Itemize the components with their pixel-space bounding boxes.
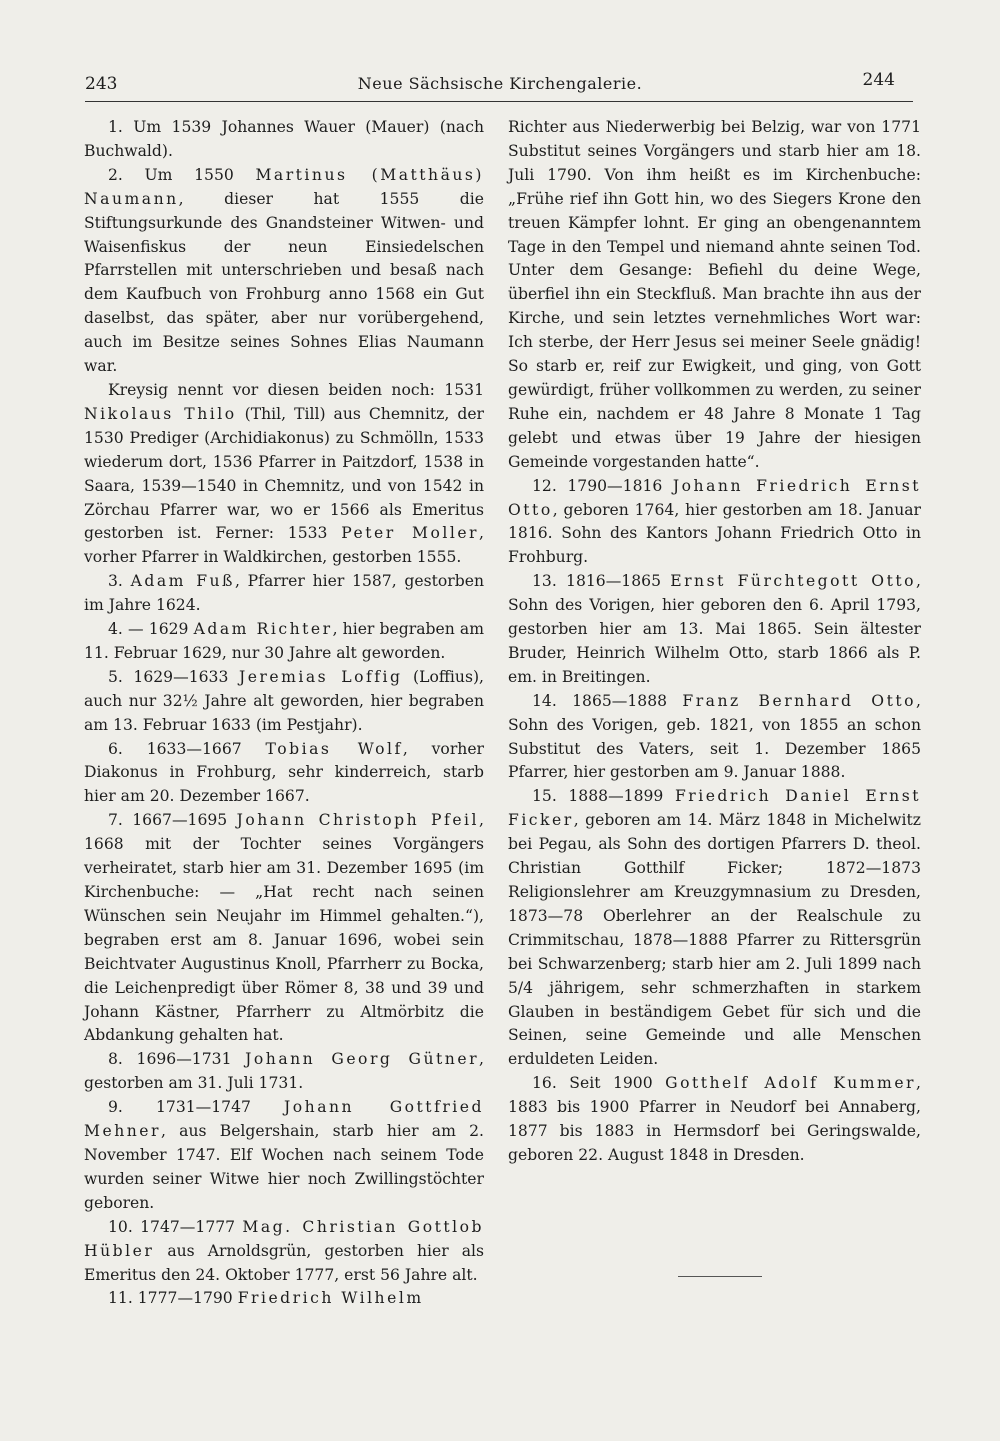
- pastor-name: Ernst Fürchtegott Otto: [670, 572, 917, 591]
- pastor-name: Jeremias Loffig: [238, 667, 403, 686]
- entry-13: 13. 1816—1865 Ernst Fürchtegott Otto, Sohn des Vorigen, hier geboren den 6. April 1793, gestorben hier am 13. Mai 1865. Sein ältester Bruder, Heinrich Wilhelm Otto, starb 1866 als P. em. in Breitingen.: [508, 572, 921, 686]
- pastor-name: Adam Fuß: [130, 572, 235, 591]
- pastor-name: Mag. Christian Gottlob Hübler: [84, 1217, 484, 1260]
- page-number-left: 243: [85, 74, 118, 94]
- pastor-name: Martinus (Matthäus) Naumann: [84, 165, 484, 208]
- pastor-name: Friedrich Daniel Ernst Ficker: [508, 787, 921, 830]
- pastor-name: Peter Moller: [341, 524, 480, 543]
- note-kreysig: Kreysig nennt vor diesen beiden noch: 1531 Nikolaus Thilo (Thil, Till) aus Chemnitz, der 1530 Prediger (Archidiakonus) zu Schmölln, 1533 wiederum dort, 1536 Pfarrer in Paitzdorf, 1538 in Saara, 1539—1540 in Chemnitz, und von 1542 in Zörchau Pfarrer war, wo er 1566 als Emeritus gestorben ist. Ferner: 1533 Peter Moller, vorher Pfarrer in Waldkirchen, gestorben 1555.: [84, 380, 484, 567]
- entry-7: 7. 1667—1695 Johann Christoph Pfeil, 1668 mit der Tochter seines Vorgängers verheiratet, starb hier am 31. Dezember 1695 (im Kirchenbuche: — „Hat recht nach seinen Wünschen sein Neujahr im Himmel gehalten.“), begraben erst am 8. Januar 1696, wobei sein Beichtvater Augustinus Knoll, Pfarrherr zu Bocka, die Leichenpredigt über Römer 8, 38 und 39 und Johann Kästner, Pfarrherr zu Altmörbitz die Abdankung gehalten hat.: [84, 811, 484, 1045]
- pastor-name: Friedrich Wilhelm: [237, 1289, 424, 1308]
- pastor-name: Adam Richter: [193, 620, 333, 639]
- entry-3: 3. Adam Fuß, Pfarrer hier 1587, gestorben im Jahre 1624.: [84, 572, 484, 615]
- pastor-name: Johann Friedrich Ernst Otto: [508, 476, 921, 519]
- header-rule: [85, 101, 913, 102]
- pastor-name: Johann Christoph Pfeil: [236, 811, 480, 830]
- entry-4: 4. — 1629 Adam Richter, hier begraben am 11. Februar 1629, nur 30 Jahre alt geworden.: [84, 620, 484, 662]
- page-number-right: 244: [862, 70, 895, 90]
- right-column: [508, 116, 921, 1168]
- entry-16: 16. Seit 1900 Gotthelf Adolf Kummer, 1883 bis 1900 Pfarrer in Neudorf bei Annaberg, 1877 bis 1883 in Hermsdorf bei Geringswalde, geboren 22. August 1848 in Dresden.: [508, 1074, 921, 1164]
- closing-rule: [678, 1276, 762, 1277]
- pastor-name: Gotthelf Adolf Kummer: [665, 1074, 917, 1093]
- entry-11-continued: Richter aus Niederwerbig bei Belzig, war von 1771 Substitut seines Vorgängers und starb hier am 18. Juli 1790. Von ihm heißt es im Kirchenbuche: „Frühe rief ihn Gott hin, wo des Siegers Krone den treuen Kämpfer lohnt. Er ging an obengenanntem Tage in den Tempel und niemand ahnte seinen Tod. Unter dem Gesange: Befiehl du deine Wege, überfiel ihn ein Steckfluß. Man brachte ihn aus der Kirche, und sein letztes vernehmliches Wort war: Ich sterbe, der Herr Jesus sei meiner Seele gnädig! So starb er, reif zur Ewigkeit, und ging, von Gott gewürdigt, früher vollkommen zu werden, zu seiner Ruhe ein, nachdem er 48 Jahre 8 Monate 1 Tag gelebt und etwas über 19 Jahre der hiesigen Gemeinde vorgestanden hatte“.: [508, 118, 921, 471]
- pastor-name: Johann Georg Gütner: [245, 1050, 480, 1069]
- pastor-name: Nikolaus Thilo: [84, 404, 237, 423]
- running-header: [85, 68, 915, 100]
- entry-6: 6. 1633—1667 Tobias Wolf, vorher Diakonus in Frohburg, sehr kinderreich, starb hier am 20. Dezember 1667.: [84, 739, 484, 806]
- entry-8: 8. 1696—1731 Johann Georg Gütner, gestorben am 31. Juli 1731.: [84, 1050, 484, 1093]
- entry-14: 14. 1865—1888 Franz Bernhard Otto, Sohn des Vorigen, geb. 1821, von 1855 an schon Substitut des Vaters, seit 1. Dezember 1865 Pfarrer, hier gestorben am 9. Januar 1888.: [508, 691, 921, 782]
- entry-5: 5. 1629—1633 Jeremias Loffig (Loffius), auch nur 32½ Jahre alt geworden, hier begraben am 13. Februar 1633 (im Pestjahr).: [84, 667, 485, 734]
- entry-10: 10. 1747—1777 Mag. Christian Gottlob Hübler aus Arnoldsgrün, gestorben hier als Emeritus den 24. Oktober 1777, erst 56 Jahre alt.: [84, 1217, 484, 1284]
- running-title: Neue Sächsische Kirchengalerie.: [357, 74, 643, 93]
- entry-11-start: 11. 1777—1790 Friedrich Wilhelm: [108, 1289, 424, 1308]
- pastor-name: Tobias Wolf: [265, 739, 403, 758]
- entry-12: 12. 1790—1816 Johann Friedrich Ernst Otto, geboren 1764, hier gestorben am 18. Januar 1816. Sohn des Kantors Johann Friedrich Otto in Frohburg.: [508, 476, 921, 567]
- entry-1: 1. Um 1539 Johannes Wauer (Mauer) (nach Buchwald).: [84, 118, 484, 160]
- entry-15: 15. 1888—1899 Friedrich Daniel Ernst Ficker, geboren am 14. März 1848 in Michelwitz bei Pegau, als Sohn des dortigen Pfarrers D. theol. Christian Gotthilf Ficker; 1872—1873 Religionslehrer am Kreuzgymnasium zu Dresden, 1873—78 Oberlehrer an der Realschule zu Crimmitschau, 1878—1888 Pfarrer zu Rittersgrün bei Schwarzenberg; starb hier am 2. Juli 1899 nach 5/4 jährigem, sehr schmerzhaften in starkem Glauben in beständigem Gebet für sich und die Seinen, seine Gemeinde und alle Menschen erduldeten Leiden.: [508, 787, 921, 1069]
- left-column: [84, 116, 484, 1311]
- pastor-name: Johann Gottfried Mehner: [84, 1098, 484, 1141]
- entry-2: 2. Um 1550 Martinus (Matthäus) Naumann, dieser hat 1555 die Stiftungsurkunde des Gnandsteiner Witwen- und Waisenfiskus der neun Einsiedelschen Pfarrstellen mit unterschrieben und besaß nach dem Kaufbuch von Frohburg anno 1568 ein Gut daselbst, das später, aber nur vorübergehend, auch im Besitze seines Sohnes Elias Naumann war.: [84, 165, 484, 376]
- entry-9: 9. 1731—1747 Johann Gottfried Mehner, aus Belgershain, starb hier am 2. November 1747. Elf Wochen nach seinem Tode wurden seiner Witwe hier noch Zwillingstöchter geboren.: [84, 1098, 484, 1212]
- pastor-name: Franz Bernhard Otto: [682, 691, 917, 710]
